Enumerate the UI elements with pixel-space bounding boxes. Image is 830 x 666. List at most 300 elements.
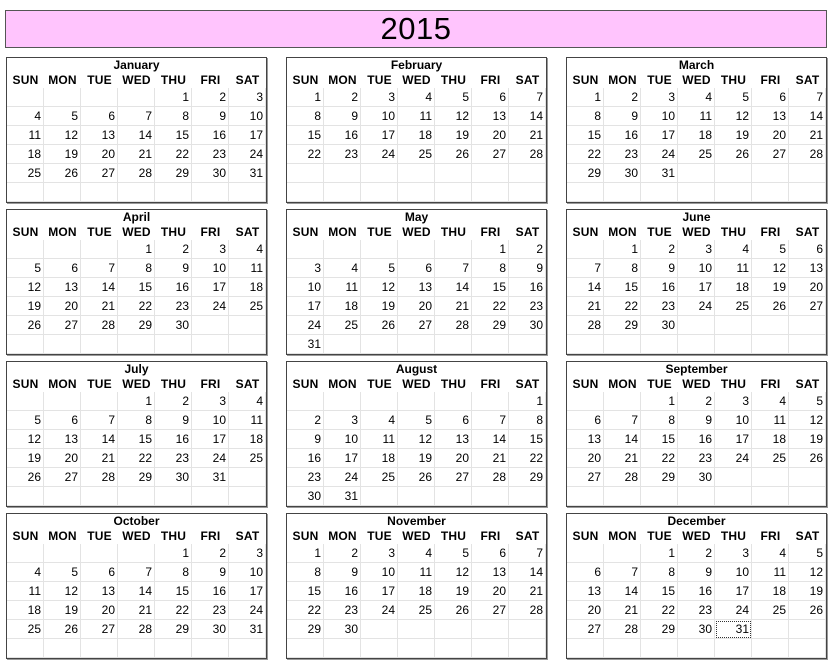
day-cell[interactable]: 24 [229, 601, 266, 620]
day-cell[interactable]: 26 [7, 316, 44, 335]
day-cell[interactable]: 11 [715, 259, 752, 278]
day-cell[interactable]: 11 [7, 582, 44, 601]
day-cell[interactable]: 2 [509, 240, 546, 259]
day-cell[interactable]: 17 [287, 297, 324, 316]
day-cell[interactable]: 14 [81, 430, 118, 449]
day-cell[interactable]: 26 [435, 601, 472, 620]
day-cell[interactable]: 3 [361, 544, 398, 563]
day-cell[interactable]: 4 [324, 259, 361, 278]
day-cell[interactable]: 3 [287, 259, 324, 278]
day-cell[interactable]: 21 [472, 449, 509, 468]
day-cell[interactable]: 18 [229, 430, 266, 449]
day-cell[interactable]: 25 [678, 145, 715, 164]
day-cell[interactable]: 23 [287, 468, 324, 487]
day-cell[interactable]: 18 [398, 126, 435, 145]
day-cell[interactable]: 8 [287, 563, 324, 582]
day-cell[interactable]: 12 [435, 563, 472, 582]
day-cell[interactable]: 11 [398, 563, 435, 582]
day-cell[interactable]: 29 [287, 620, 324, 639]
day-cell[interactable]: 1 [641, 544, 678, 563]
day-cell[interactable]: 8 [118, 411, 155, 430]
day-cell[interactable]: 17 [361, 582, 398, 601]
day-cell[interactable]: 11 [361, 430, 398, 449]
day-cell[interactable]: 14 [604, 582, 641, 601]
day-cell[interactable]: 25 [715, 297, 752, 316]
day-cell[interactable]: 3 [229, 544, 266, 563]
day-cell[interactable]: 7 [118, 107, 155, 126]
day-cell[interactable]: 26 [789, 449, 826, 468]
day-cell[interactable]: 28 [472, 468, 509, 487]
day-cell[interactable]: 12 [361, 278, 398, 297]
day-cell[interactable]: 12 [789, 563, 826, 582]
day-cell[interactable]: 24 [192, 297, 229, 316]
day-cell[interactable]: 28 [604, 468, 641, 487]
day-cell[interactable]: 25 [752, 449, 789, 468]
day-cell[interactable]: 19 [435, 582, 472, 601]
day-cell[interactable]: 10 [641, 107, 678, 126]
day-cell[interactable]: 19 [789, 430, 826, 449]
day-cell[interactable]: 7 [567, 259, 604, 278]
day-cell[interactable]: 2 [641, 240, 678, 259]
day-cell[interactable]: 13 [752, 107, 789, 126]
day-cell[interactable]: 4 [752, 392, 789, 411]
day-cell[interactable]: 4 [7, 563, 44, 582]
day-cell[interactable]: 5 [44, 107, 81, 126]
day-cell[interactable]: 12 [752, 259, 789, 278]
day-cell[interactable]: 11 [398, 107, 435, 126]
day-cell[interactable]: 28 [81, 316, 118, 335]
day-cell[interactable]: 21 [509, 126, 546, 145]
day-cell[interactable]: 1 [155, 88, 192, 107]
day-cell[interactable]: 16 [604, 126, 641, 145]
day-cell[interactable]: 29 [641, 620, 678, 639]
day-cell[interactable]: 12 [715, 107, 752, 126]
day-cell[interactable]: 27 [752, 145, 789, 164]
day-cell[interactable]: 10 [192, 259, 229, 278]
day-cell[interactable]: 17 [641, 126, 678, 145]
day-cell[interactable]: 26 [7, 468, 44, 487]
day-cell[interactable]: 19 [715, 126, 752, 145]
day-cell[interactable]: 1 [287, 88, 324, 107]
day-cell[interactable]: 6 [435, 411, 472, 430]
day-cell[interactable]: 6 [81, 563, 118, 582]
day-cell[interactable]: 21 [604, 449, 641, 468]
day-cell[interactable]: 23 [678, 449, 715, 468]
day-cell[interactable]: 17 [715, 430, 752, 449]
day-cell[interactable]: 24 [229, 145, 266, 164]
day-cell[interactable]: 9 [641, 259, 678, 278]
day-cell[interactable]: 7 [435, 259, 472, 278]
day-cell[interactable]: 4 [7, 107, 44, 126]
day-cell[interactable]: 14 [509, 107, 546, 126]
day-cell[interactable]: 23 [641, 297, 678, 316]
day-cell[interactable]: 18 [361, 449, 398, 468]
day-cell[interactable]: 25 [752, 601, 789, 620]
day-cell[interactable]: 11 [229, 259, 266, 278]
day-cell[interactable]: 29 [604, 316, 641, 335]
day-cell[interactable]: 3 [192, 240, 229, 259]
day-cell[interactable]: 8 [641, 563, 678, 582]
day-cell[interactable]: 30 [155, 468, 192, 487]
day-cell[interactable]: 25 [398, 601, 435, 620]
day-cell[interactable]: 6 [44, 411, 81, 430]
day-cell[interactable]: 22 [287, 601, 324, 620]
day-cell[interactable]: 17 [715, 582, 752, 601]
day-cell[interactable]: 26 [44, 164, 81, 183]
day-cell[interactable]: 18 [324, 297, 361, 316]
day-cell[interactable]: 23 [509, 297, 546, 316]
day-cell[interactable]: 8 [287, 107, 324, 126]
day-cell[interactable]: 14 [118, 126, 155, 145]
day-cell[interactable]: 9 [509, 259, 546, 278]
day-cell[interactable]: 9 [324, 107, 361, 126]
day-cell[interactable]: 2 [604, 88, 641, 107]
day-cell[interactable]: 12 [44, 126, 81, 145]
day-cell[interactable]: 24 [361, 601, 398, 620]
day-cell[interactable]: 5 [715, 88, 752, 107]
day-cell[interactable]: 4 [361, 411, 398, 430]
day-cell[interactable]: 24 [715, 449, 752, 468]
day-cell[interactable]: 5 [398, 411, 435, 430]
day-cell[interactable]: 28 [435, 316, 472, 335]
day-cell[interactable]: 18 [398, 582, 435, 601]
day-cell[interactable]: 1 [155, 544, 192, 563]
day-cell[interactable]: 2 [155, 240, 192, 259]
day-cell[interactable]: 5 [361, 259, 398, 278]
day-cell[interactable]: 25 [7, 620, 44, 639]
day-cell[interactable]: 2 [678, 392, 715, 411]
day-cell[interactable]: 11 [324, 278, 361, 297]
day-cell[interactable]: 15 [287, 582, 324, 601]
day-cell[interactable]: 30 [509, 316, 546, 335]
day-cell[interactable]: 24 [287, 316, 324, 335]
day-cell[interactable]: 24 [715, 601, 752, 620]
day-cell[interactable]: 14 [567, 278, 604, 297]
day-cell[interactable]: 26 [789, 601, 826, 620]
day-cell[interactable]: 17 [229, 126, 266, 145]
day-cell[interactable]: 27 [472, 145, 509, 164]
day-cell[interactable]: 12 [44, 582, 81, 601]
day-cell[interactable]: 1 [567, 88, 604, 107]
day-cell[interactable]: 15 [472, 278, 509, 297]
day-cell[interactable]: 14 [472, 430, 509, 449]
day-cell[interactable]: 9 [192, 107, 229, 126]
day-cell[interactable]: 27 [435, 468, 472, 487]
day-cell[interactable]: 2 [192, 544, 229, 563]
day-cell[interactable]: 14 [435, 278, 472, 297]
day-cell[interactable]: 18 [7, 601, 44, 620]
day-cell[interactable]: 19 [398, 449, 435, 468]
day-cell[interactable]: 30 [604, 164, 641, 183]
day-cell[interactable]: 15 [641, 430, 678, 449]
day-cell[interactable]: 4 [678, 88, 715, 107]
day-cell[interactable]: 26 [752, 297, 789, 316]
day-cell[interactable]: 5 [7, 259, 44, 278]
day-cell[interactable]: 30 [192, 164, 229, 183]
day-cell[interactable]: 13 [472, 107, 509, 126]
day-cell[interactable]: 14 [509, 563, 546, 582]
day-cell[interactable]: 30 [287, 487, 324, 506]
day-cell[interactable]: 31 [641, 164, 678, 183]
day-cell[interactable]: 21 [789, 126, 826, 145]
day-cell[interactable]: 5 [435, 544, 472, 563]
day-cell[interactable]: 8 [604, 259, 641, 278]
day-cell[interactable]: 5 [789, 544, 826, 563]
day-cell[interactable]: 27 [567, 620, 604, 639]
day-cell[interactable]: 15 [287, 126, 324, 145]
day-cell[interactable]: 19 [44, 145, 81, 164]
day-cell[interactable]: 28 [567, 316, 604, 335]
day-cell[interactable]: 25 [229, 449, 266, 468]
day-cell[interactable]: 29 [567, 164, 604, 183]
day-cell[interactable]: 22 [118, 449, 155, 468]
day-cell[interactable]: 7 [118, 563, 155, 582]
day-cell[interactable]: 20 [44, 297, 81, 316]
day-cell[interactable]: 24 [192, 449, 229, 468]
day-cell[interactable]: 19 [7, 297, 44, 316]
day-cell[interactable]: 30 [678, 468, 715, 487]
day-cell[interactable]: 1 [604, 240, 641, 259]
day-cell[interactable]: 30 [324, 620, 361, 639]
day-cell[interactable]: 27 [789, 297, 826, 316]
day-cell[interactable]: 22 [287, 145, 324, 164]
day-cell[interactable]: 27 [567, 468, 604, 487]
day-cell[interactable]: 7 [509, 88, 546, 107]
day-cell[interactable]: 22 [155, 601, 192, 620]
day-cell[interactable]: 18 [752, 430, 789, 449]
day-cell[interactable]: 15 [155, 582, 192, 601]
day-cell-selected[interactable]: 31 [715, 620, 752, 639]
day-cell[interactable]: 14 [789, 107, 826, 126]
day-cell[interactable]: 18 [7, 145, 44, 164]
day-cell[interactable]: 20 [81, 145, 118, 164]
day-cell[interactable]: 3 [678, 240, 715, 259]
day-cell[interactable]: 20 [472, 582, 509, 601]
day-cell[interactable]: 23 [324, 145, 361, 164]
day-cell[interactable]: 15 [509, 430, 546, 449]
day-cell[interactable]: 3 [641, 88, 678, 107]
day-cell[interactable]: 28 [509, 145, 546, 164]
day-cell[interactable]: 17 [192, 278, 229, 297]
day-cell[interactable]: 15 [118, 430, 155, 449]
day-cell[interactable]: 4 [398, 544, 435, 563]
day-cell[interactable]: 26 [435, 145, 472, 164]
day-cell[interactable]: 8 [641, 411, 678, 430]
day-cell[interactable]: 29 [155, 620, 192, 639]
day-cell[interactable]: 7 [604, 411, 641, 430]
day-cell[interactable]: 16 [192, 126, 229, 145]
day-cell[interactable]: 17 [229, 582, 266, 601]
day-cell[interactable]: 7 [81, 259, 118, 278]
day-cell[interactable]: 1 [118, 392, 155, 411]
day-cell[interactable]: 29 [509, 468, 546, 487]
day-cell[interactable]: 23 [155, 297, 192, 316]
day-cell[interactable]: 3 [192, 392, 229, 411]
day-cell[interactable]: 22 [118, 297, 155, 316]
day-cell[interactable]: 11 [7, 126, 44, 145]
day-cell[interactable]: 16 [509, 278, 546, 297]
day-cell[interactable]: 13 [81, 582, 118, 601]
day-cell[interactable]: 1 [472, 240, 509, 259]
day-cell[interactable]: 11 [752, 411, 789, 430]
day-cell[interactable]: 29 [155, 164, 192, 183]
day-cell[interactable]: 21 [118, 145, 155, 164]
day-cell[interactable]: 20 [44, 449, 81, 468]
day-cell[interactable]: 9 [155, 259, 192, 278]
day-cell[interactable]: 10 [715, 563, 752, 582]
day-cell[interactable]: 6 [567, 411, 604, 430]
day-cell[interactable]: 4 [398, 88, 435, 107]
day-cell[interactable]: 17 [678, 278, 715, 297]
day-cell[interactable]: 31 [192, 468, 229, 487]
day-cell[interactable]: 12 [398, 430, 435, 449]
day-cell[interactable]: 28 [118, 620, 155, 639]
day-cell[interactable]: 21 [435, 297, 472, 316]
day-cell[interactable]: 26 [361, 316, 398, 335]
day-cell[interactable]: 1 [641, 392, 678, 411]
day-cell[interactable]: 13 [472, 563, 509, 582]
day-cell[interactable]: 19 [7, 449, 44, 468]
day-cell[interactable]: 16 [192, 582, 229, 601]
day-cell[interactable]: 4 [229, 392, 266, 411]
day-cell[interactable]: 4 [229, 240, 266, 259]
day-cell[interactable]: 9 [678, 411, 715, 430]
day-cell[interactable]: 13 [789, 259, 826, 278]
day-cell[interactable]: 3 [715, 544, 752, 563]
day-cell[interactable]: 16 [324, 126, 361, 145]
day-cell[interactable]: 5 [752, 240, 789, 259]
day-cell[interactable]: 2 [324, 88, 361, 107]
day-cell[interactable]: 31 [324, 487, 361, 506]
day-cell[interactable]: 10 [229, 563, 266, 582]
day-cell[interactable]: 25 [398, 145, 435, 164]
day-cell[interactable]: 30 [641, 316, 678, 335]
day-cell[interactable]: 10 [361, 107, 398, 126]
day-cell[interactable]: 4 [752, 544, 789, 563]
day-cell[interactable]: 31 [287, 335, 324, 354]
day-cell[interactable]: 16 [678, 582, 715, 601]
day-cell[interactable]: 5 [7, 411, 44, 430]
day-cell[interactable]: 21 [509, 582, 546, 601]
day-cell[interactable]: 27 [472, 601, 509, 620]
day-cell[interactable]: 17 [361, 126, 398, 145]
day-cell[interactable]: 31 [229, 620, 266, 639]
day-cell[interactable]: 16 [155, 278, 192, 297]
day-cell[interactable]: 4 [715, 240, 752, 259]
day-cell[interactable]: 29 [641, 468, 678, 487]
day-cell[interactable]: 6 [789, 240, 826, 259]
day-cell[interactable]: 11 [678, 107, 715, 126]
day-cell[interactable]: 12 [7, 430, 44, 449]
day-cell[interactable]: 23 [604, 145, 641, 164]
day-cell[interactable]: 22 [472, 297, 509, 316]
day-cell[interactable]: 15 [567, 126, 604, 145]
day-cell[interactable]: 15 [641, 582, 678, 601]
day-cell[interactable]: 19 [435, 126, 472, 145]
day-cell[interactable]: 20 [567, 449, 604, 468]
day-cell[interactable]: 23 [324, 601, 361, 620]
day-cell[interactable]: 8 [155, 107, 192, 126]
day-cell[interactable]: 10 [192, 411, 229, 430]
day-cell[interactable]: 6 [398, 259, 435, 278]
day-cell[interactable]: 13 [81, 126, 118, 145]
day-cell[interactable]: 6 [472, 88, 509, 107]
day-cell[interactable]: 19 [361, 297, 398, 316]
day-cell[interactable]: 29 [472, 316, 509, 335]
day-cell[interactable]: 30 [155, 316, 192, 335]
day-cell[interactable]: 26 [44, 620, 81, 639]
day-cell[interactable]: 10 [287, 278, 324, 297]
day-cell[interactable]: 1 [287, 544, 324, 563]
day-cell[interactable]: 20 [567, 601, 604, 620]
day-cell[interactable]: 2 [324, 544, 361, 563]
day-cell[interactable]: 14 [604, 430, 641, 449]
day-cell[interactable]: 20 [472, 126, 509, 145]
day-cell[interactable]: 15 [118, 278, 155, 297]
day-cell[interactable]: 9 [324, 563, 361, 582]
day-cell[interactable]: 5 [789, 392, 826, 411]
day-cell[interactable]: 20 [398, 297, 435, 316]
day-cell[interactable]: 2 [192, 88, 229, 107]
day-cell[interactable]: 21 [118, 601, 155, 620]
day-cell[interactable]: 20 [435, 449, 472, 468]
day-cell[interactable]: 3 [715, 392, 752, 411]
day-cell[interactable]: 18 [678, 126, 715, 145]
day-cell[interactable]: 8 [567, 107, 604, 126]
day-cell[interactable]: 19 [44, 601, 81, 620]
day-cell[interactable]: 17 [324, 449, 361, 468]
day-cell[interactable]: 22 [509, 449, 546, 468]
day-cell[interactable]: 20 [789, 278, 826, 297]
day-cell[interactable]: 7 [789, 88, 826, 107]
day-cell[interactable]: 13 [44, 278, 81, 297]
day-cell[interactable]: 22 [567, 145, 604, 164]
day-cell[interactable]: 2 [678, 544, 715, 563]
day-cell[interactable]: 21 [604, 601, 641, 620]
day-cell[interactable]: 21 [81, 297, 118, 316]
day-cell[interactable]: 16 [287, 449, 324, 468]
day-cell[interactable]: 9 [287, 430, 324, 449]
day-cell[interactable]: 28 [118, 164, 155, 183]
day-cell[interactable]: 15 [155, 126, 192, 145]
day-cell[interactable]: 28 [509, 601, 546, 620]
day-cell[interactable]: 16 [155, 430, 192, 449]
day-cell[interactable]: 13 [567, 582, 604, 601]
day-cell[interactable]: 8 [472, 259, 509, 278]
day-cell[interactable]: 24 [324, 468, 361, 487]
day-cell[interactable]: 14 [81, 278, 118, 297]
day-cell[interactable]: 23 [155, 449, 192, 468]
day-cell[interactable]: 6 [81, 107, 118, 126]
day-cell[interactable]: 28 [789, 145, 826, 164]
day-cell[interactable]: 13 [435, 430, 472, 449]
day-cell[interactable]: 11 [229, 411, 266, 430]
day-cell[interactable]: 16 [678, 430, 715, 449]
day-cell[interactable]: 22 [641, 601, 678, 620]
day-cell[interactable]: 6 [752, 88, 789, 107]
day-cell[interactable]: 3 [324, 411, 361, 430]
day-cell[interactable]: 13 [567, 430, 604, 449]
day-cell[interactable]: 7 [604, 563, 641, 582]
day-cell[interactable]: 9 [192, 563, 229, 582]
day-cell[interactable]: 19 [789, 582, 826, 601]
day-cell[interactable]: 18 [752, 582, 789, 601]
day-cell[interactable]: 22 [155, 145, 192, 164]
day-cell[interactable]: 16 [324, 582, 361, 601]
day-cell[interactable]: 30 [678, 620, 715, 639]
day-cell[interactable]: 15 [604, 278, 641, 297]
day-cell[interactable]: 27 [398, 316, 435, 335]
